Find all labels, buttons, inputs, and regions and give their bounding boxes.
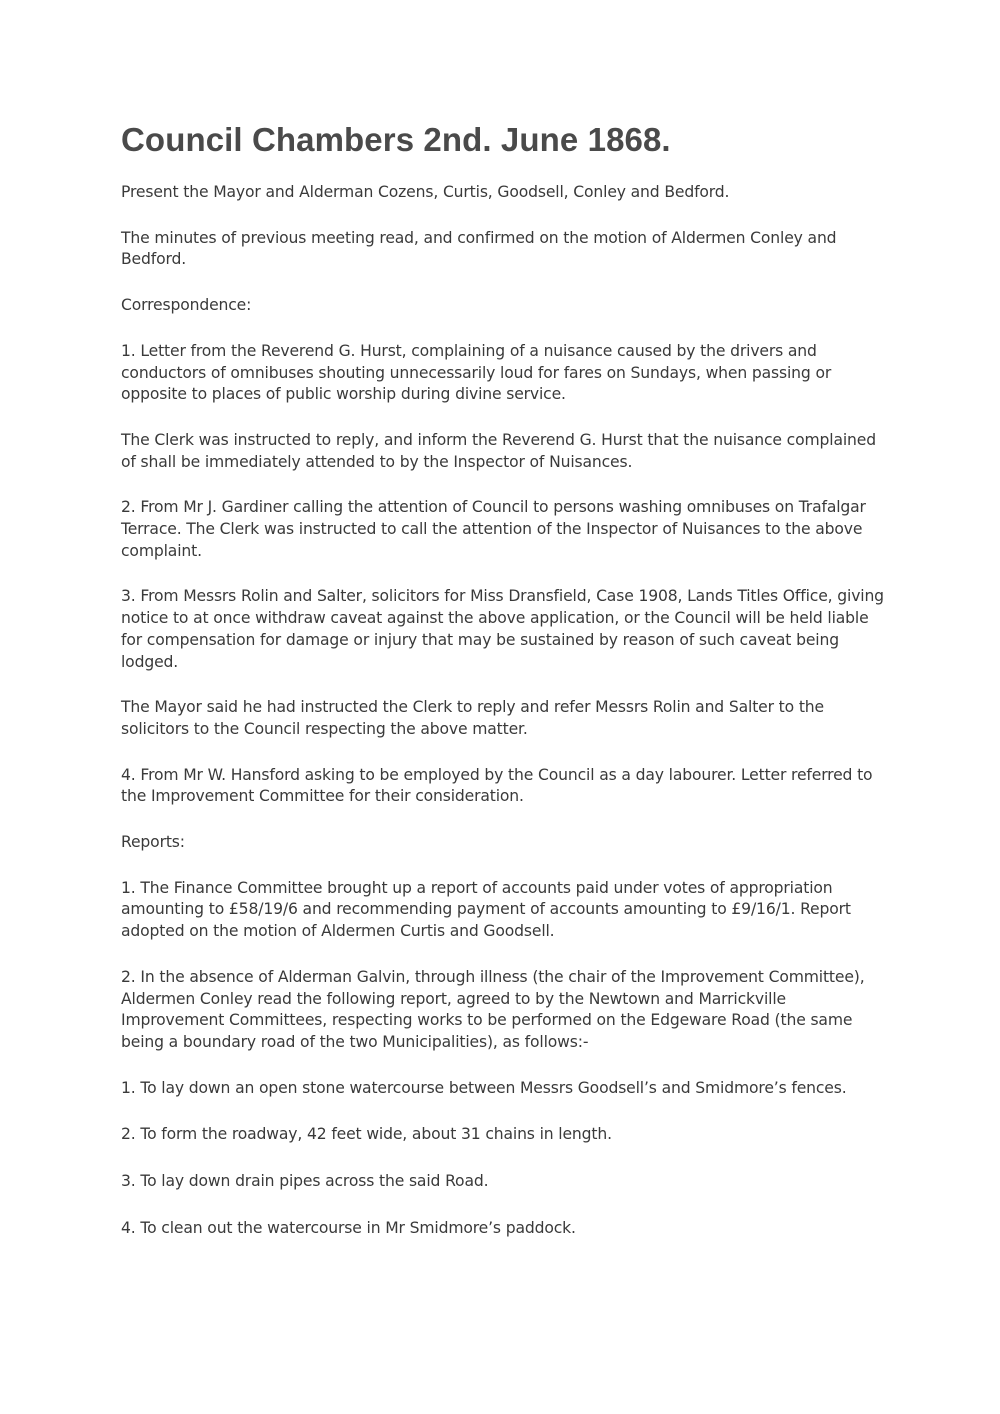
paragraph-report-2: 2. In the absence of Alderman Galvin, through illness (the chair of the Improvement Committee), Aldermen Conley read the following report, agreed to by the Newtown and Marrickville Improvement Committees, respecting works to be performed on the Edgeware Road (the same being a boundary road of the two Municipalities), as follows:- <box>121 967 865 1051</box>
paragraph-correspondence-2: 2. From Mr J. Gardiner calling the attention of Council to persons washing omnibuses on Trafalgar Terrace. The Clerk was instructed to call the attention of the Inspector of Nuisances to the above complaint. <box>121 498 866 560</box>
section-heading-reports: Reports: <box>121 833 185 852</box>
list-item-work-4: 4. To clean out the watercourse in Mr Smidmore’s paddock. <box>121 1218 576 1237</box>
list-item-work-1: 1. To lay down an open stone watercourse between Messrs Goodsell’s and Smidmore’s fences. <box>121 1078 847 1097</box>
paragraph-report-1: 1. The Finance Committee brought up a report of accounts paid under votes of appropriation amounting to £58/19/6 and recommending payment of accounts amounting to £9/16/1. Report adopted on the motion of Aldermen Curtis and Goodsell. <box>121 878 851 941</box>
paragraph-attendance: Present the Mayor and Alderman Cozens, Curtis, Goodsell, Conley and Bedford. <box>121 183 730 201</box>
paragraph-correspondence-1-response: The Clerk was instructed to reply, and inform the Reverend G. Hurst that the nuisance complained of shall be immediately attended to by the Inspector of Nuisances. <box>121 430 876 471</box>
page-title: Council Chambers 2nd. June 1868. <box>121 121 671 158</box>
list-item-work-3: 3. To lay down drain pipes across the said Road. <box>121 1172 489 1191</box>
paragraph-correspondence-3: 3. From Messrs Rolin and Salter, solicitors for Miss Dransfield, Case 1908, Lands Titles Office, giving notice to at once withdraw caveat against the above application, or the Council will be held liable for compensation for damage or injury that may be sustained by reason of such caveat being lodged. <box>121 587 884 671</box>
document-body <box>121 118 891 1265</box>
section-heading-correspondence: Correspondence: <box>121 296 252 315</box>
paragraph-minutes: The minutes of previous meeting read, and confirmed on the motion of Aldermen Conley and Bedford. <box>121 228 837 269</box>
paragraph-correspondence-4: 4. From Mr W. Hansford asking to be employed by the Council as a day labourer. Letter referred to the Improvement Committee for their consideration. <box>121 765 873 806</box>
paragraph-correspondence-1: 1. Letter from the Reverend G. Hurst, complaining of a nuisance caused by the drivers and conductors of omnibuses shouting unnecessarily loud for fares on Sundays, when passing or opposite to places of public worship during divine service. <box>121 341 832 404</box>
paragraph-correspondence-3-response: The Mayor said he had instructed the Clerk to reply and refer Messrs Rolin and Salter to the solicitors to the Council respecting the above matter. <box>121 698 824 738</box>
list-item-work-2: 2. To form the roadway, 42 feet wide, about 31 chains in length. <box>121 1125 612 1144</box>
